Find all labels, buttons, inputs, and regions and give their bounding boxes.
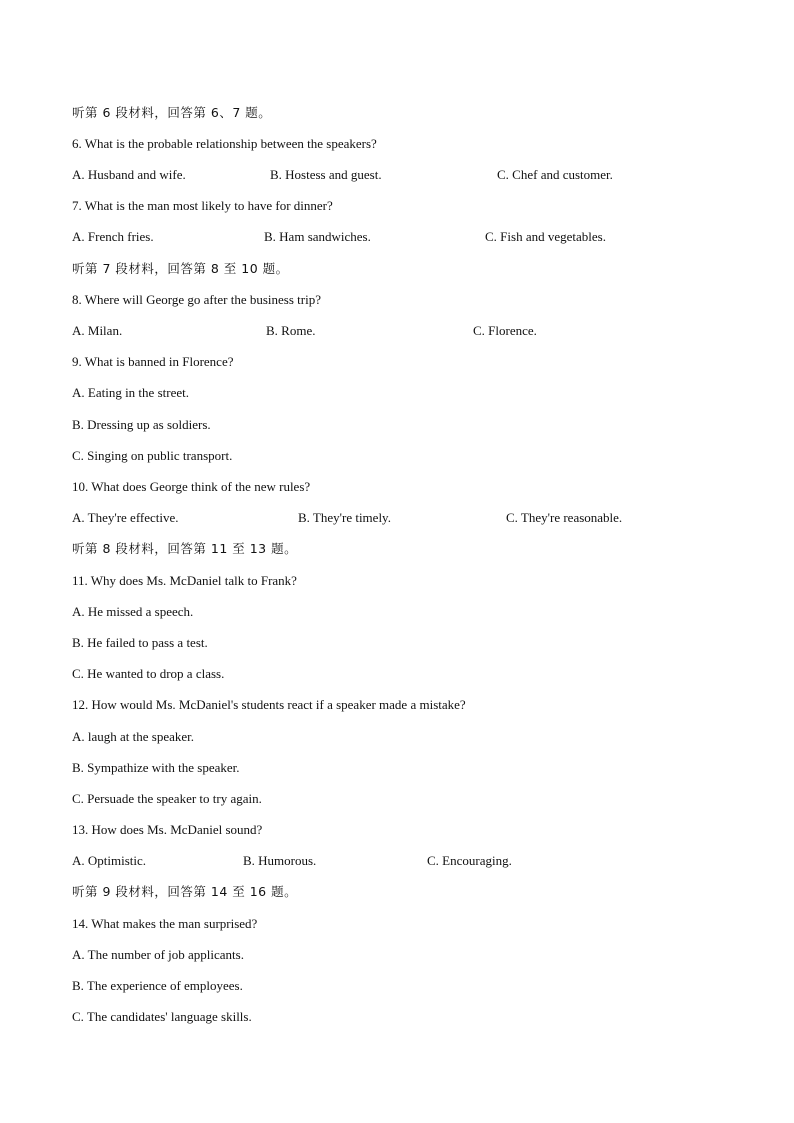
question-12: 12. How would Ms. McDaniel's students react if a speaker made a mistake? — [72, 697, 466, 712]
question-8-option-a: A. Milan. — [72, 323, 123, 338]
question-10-option-a: A. They're effective. — [72, 510, 179, 525]
question-8-option-b: B. Rome. — [266, 323, 316, 338]
question-7-option-a: A. French fries. — [72, 229, 154, 244]
question-9-option-a: A. Eating in the street. — [72, 385, 189, 400]
question-12-option-b: B. Sympathize with the speaker. — [72, 760, 240, 775]
question-11: 11. Why does Ms. McDaniel talk to Frank? — [72, 573, 297, 588]
question-12-option-a: A. laugh at the speaker. — [72, 729, 195, 744]
question-13-option-b: B. Humorous. — [243, 853, 317, 868]
question-6-option-c: C. Chef and customer. — [497, 167, 613, 182]
question-10-option-b: B. They're timely. — [298, 510, 391, 525]
question-9-option-c: C. Singing on public transport. — [72, 448, 233, 463]
question-9: 9. What is banned in Florence? — [72, 354, 234, 369]
section-heading: 听第 6 段材料，回答第 6、7 题。 — [72, 105, 272, 120]
question-8: 8. Where will George go after the business trip? — [72, 292, 321, 307]
question-8-option-c: C. Florence. — [473, 323, 537, 338]
question-11-option-b: B. He failed to pass a test. — [72, 635, 208, 650]
question-12-option-c: C. Persuade the speaker to try again. — [72, 791, 262, 806]
question-14-option-c: C. The candidates' language skills. — [72, 1009, 252, 1024]
question-10: 10. What does George think of the new rules? — [72, 479, 311, 494]
question-7-option-c: C. Fish and vegetables. — [485, 229, 606, 244]
question-11-option-a: A. He missed a speech. — [72, 604, 194, 619]
question-6-option-a: A. Husband and wife. — [72, 167, 186, 182]
section-heading: 听第 8 段材料，回答第 11 至 13 题。 — [72, 541, 298, 556]
question-7: 7. What is the man most likely to have for dinner? — [72, 198, 333, 213]
section-heading: 听第 7 段材料，回答第 8 至 10 题。 — [72, 261, 289, 276]
question-10-option-c: C. They're reasonable. — [506, 510, 623, 525]
question-14-option-a: A. The number of job applicants. — [72, 947, 244, 962]
question-7-option-b: B. Ham sandwiches. — [264, 229, 371, 244]
question-14: 14. What makes the man surprised? — [72, 916, 258, 931]
question-11-option-c: C. He wanted to drop a class. — [72, 666, 225, 681]
question-6-option-b: B. Hostess and guest. — [270, 167, 382, 182]
question-14-option-b: B. The experience of employees. — [72, 978, 243, 993]
question-13-option-c: C. Encouraging. — [427, 853, 512, 868]
section-heading: 听第 9 段材料，回答第 14 至 16 题。 — [72, 884, 298, 899]
question-9-option-b: B. Dressing up as soldiers. — [72, 417, 211, 432]
question-13: 13. How does Ms. McDaniel sound? — [72, 822, 263, 837]
question-6: 6. What is the probable relationship between the speakers? — [72, 136, 377, 151]
question-13-option-a: A. Optimistic. — [72, 853, 147, 868]
